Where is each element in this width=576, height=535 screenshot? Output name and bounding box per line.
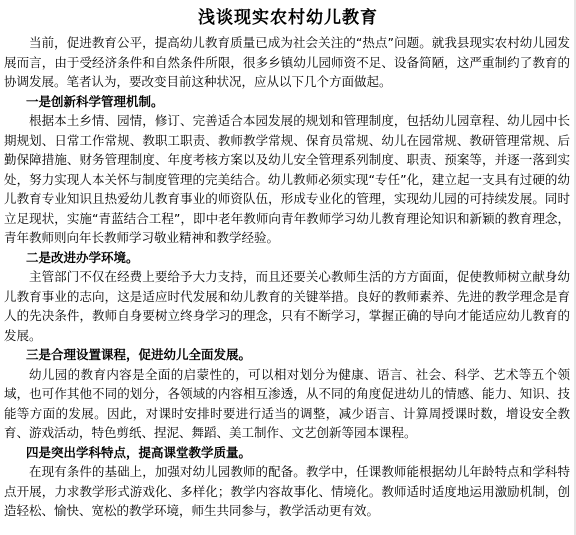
intro-paragraph: 当前，促进教育公平，提高幼儿教育质量已成为社会关注的“热点”问题。就我县现实农村幼儿园发展而言，由于受经济条件和自然条件所限，很多乡镇幼儿园师资不足、设备简陋，这严重制约了教育的协调发展。笔者认为，要改变目前这种状况，应从以下几个方面做起。 bbox=[4, 35, 570, 89]
section-heading-1: 一是创新科学管理机制。 bbox=[26, 93, 164, 109]
document-body bbox=[4, 33, 570, 521]
section-paragraph-2: 主管部门不仅在经费上要给予大力支持，而且还要关心教师生活的方方面面，促使教师树立献身幼儿教育事业的志向，这是适应时代发展和幼儿教育的关键举措。良好的教师素养、先进的教学理念是育人的先决条件，教师自身要树立终身学习的理念，只有不断学习，掌握正确的导向才能适应幼儿教育的发展。 bbox=[4, 269, 570, 343]
section-paragraph-1: 根据本土乡情、园情，修订、完善适合本园发展的规划和管理制度，包括幼儿园章程、幼儿园中长期规划、日常工作常规、教职工职责、教师教学常规、保育员常规、幼儿在园常规、教研管理常规、后勤保障措施、财务管理制度、年度考核方案以及幼儿安全管理系列制度、职责、预案等，并逐一落到实处，努力实现人本关怀与制度管理的完美结合。幼儿教师必须实现“专任”化，建立起一支具有过硬的幼儿教育专业知识且热爱幼儿教育事业的师资队伍，形成专业化的管理，实现幼儿园的可持续发展。同时立足现状，实施“青蓝结合工程”，即中老年教师向青年教师学习幼儿教育理论知识和新颖的教育理念，青年教师则向年长教师学习敬业精神和教学经验。 bbox=[4, 113, 570, 245]
document-title: 浅谈现实农村幼儿教育 bbox=[198, 8, 378, 28]
section-heading-4: 四是突出学科特点，提高课堂教学质量。 bbox=[26, 444, 252, 460]
section-paragraph-3: 幼儿园的教育内容是全面的启蒙性的，可以相对划分为健康、语言、社会、科学、艺术等五个领域，也可作其他不同的划分，各领域的内容相互渗透，从不同的角度促进幼儿的情感、能力、知识、技能等方面的发展。因此，对课时安排时要进行适当的调整，减少语言、计算周授课时数，增设安全教育、游戏活动，特色剪纸、捏泥、舞蹈、美工制作、文艺创新等园本课程。 bbox=[4, 366, 570, 440]
section-paragraph-4: 在现有条件的基础上，加强对幼儿园教师的配备。教学中，任课教师能根据幼儿年龄特点和学科特点开展，力求教学形式游戏化、多样化；教学内容故事化、情境化。教师适时适度地运用激励机制，创造轻松、愉快、宽松的教学环境，师生共同参与，教学活动更有效。 bbox=[4, 464, 570, 518]
section-heading-2: 二是改进办学环境。 bbox=[26, 249, 139, 265]
section-heading-3: 三是合理设置课程，促进幼儿全面发展。 bbox=[26, 347, 252, 362]
